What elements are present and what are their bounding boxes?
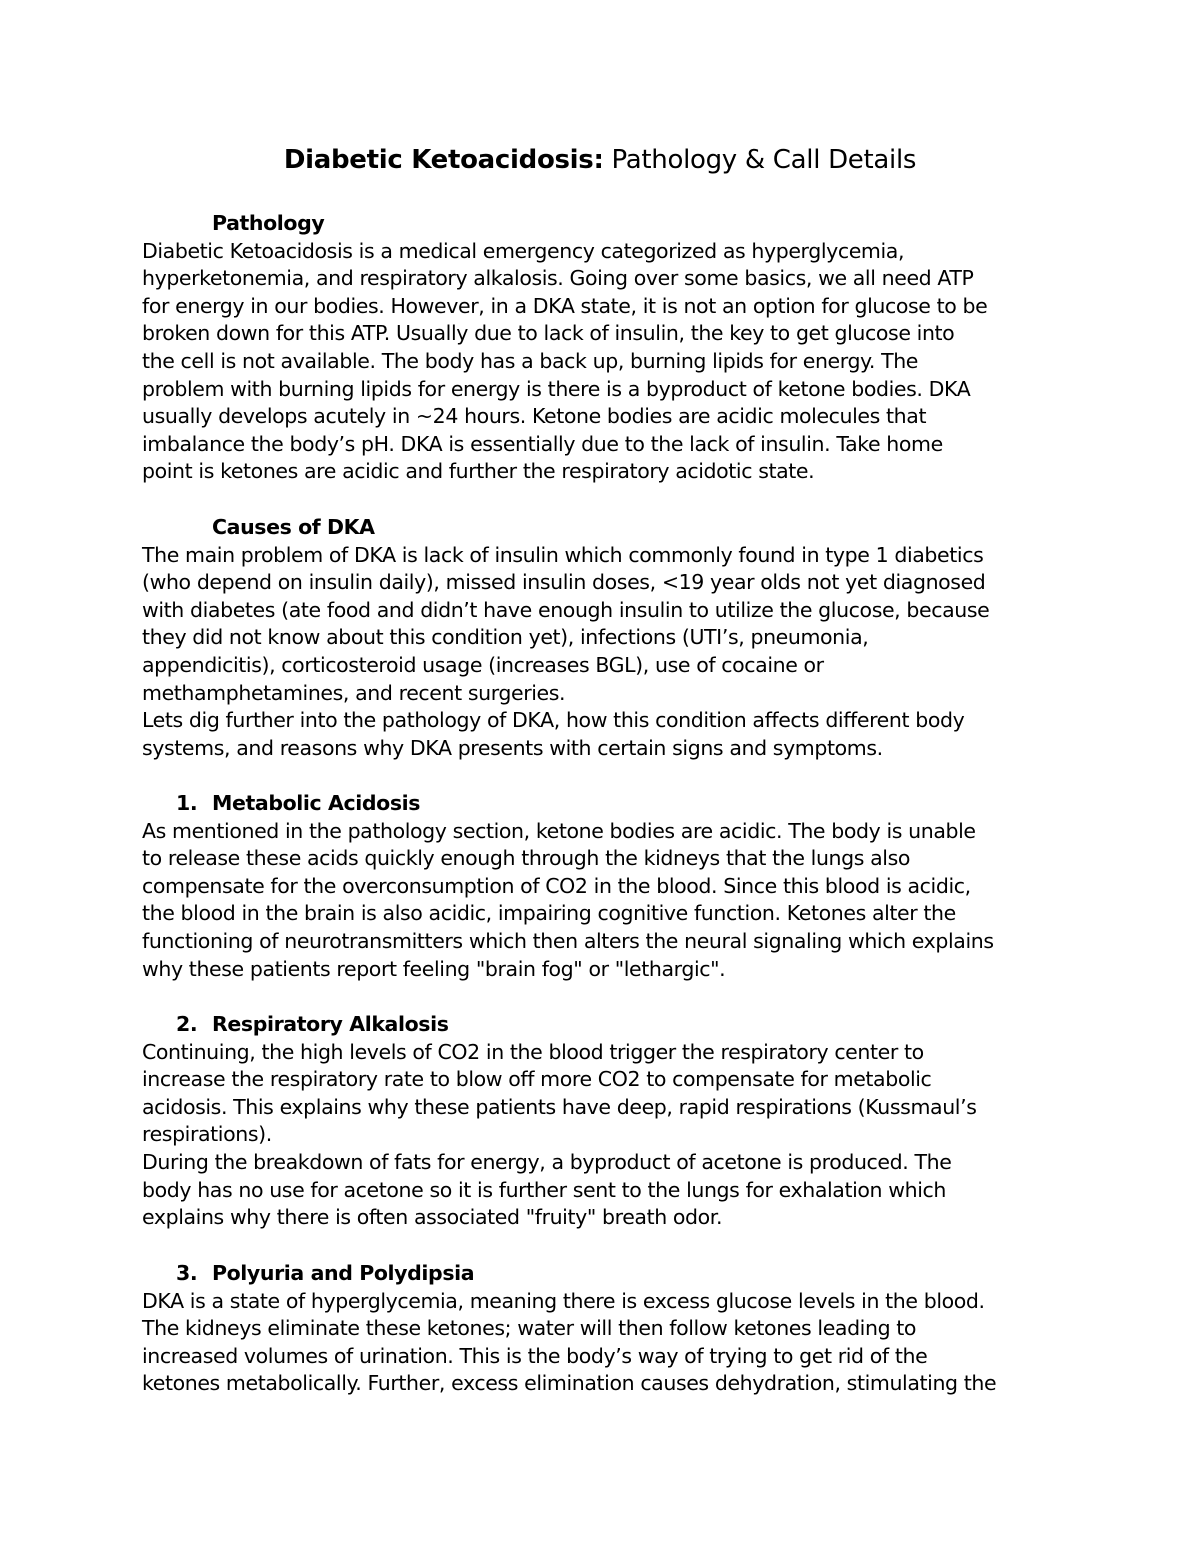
paragraph-line: with diabetes (ate food and didn’t have enough insulin to utilize the glucose, because <box>142 597 990 622</box>
page-title <box>0 140 1200 180</box>
paragraph-line: for energy in our bodies. However, in a DKA state, it is not an option for glucose to be <box>142 293 988 318</box>
paragraph-line: imbalance the body’s pH. DKA is essentially due to the lack of insulin. Take home <box>142 431 943 456</box>
paragraph-line: appendicitis), corticosteroid usage (increases BGL), use of cocaine or <box>142 652 824 677</box>
section-heading-causes: Causes of DKA <box>212 515 375 539</box>
paragraph-line: During the breakdown of fats for energy, a byproduct of acetone is produced. The <box>142 1149 952 1174</box>
title-subtitle: Pathology & Call Details <box>603 145 917 175</box>
heading-text: Polyuria and Polydipsia <box>212 1261 475 1285</box>
section-causes <box>142 514 1082 762</box>
paragraph-line: The main problem of DKA is lack of insulin which commonly found in type 1 diabetics <box>142 542 984 567</box>
paragraph-line: they did not know about this condition yet), infections (UTI’s, pneumonia, <box>142 625 869 650</box>
paragraph-line: acidosis. This explains why these patients have deep, rapid respirations (Kussmaul’s <box>142 1094 977 1119</box>
section-pathology <box>142 210 1082 486</box>
list-number: 1. <box>176 791 198 815</box>
section-polyuria-polydipsia <box>142 1260 1082 1398</box>
paragraph-line: methamphetamines, and recent surgeries. <box>142 680 566 705</box>
paragraph-line: problem with burning lipids for energy is there is a byproduct of ketone bodies. DKA <box>142 376 971 401</box>
paragraph-line: As mentioned in the pathology section, ketone bodies are acidic. The body is unable <box>142 818 976 843</box>
paragraph-line: increase the respiratory rate to blow off more CO2 to compensate for metabolic <box>142 1067 932 1092</box>
heading-text: Metabolic Acidosis <box>212 791 421 815</box>
paragraph-line: explains why there is often associated "fruity" breath odor. <box>142 1205 723 1230</box>
paragraph-line: usually develops acutely in ~24 hours. Ketone bodies are acidic molecules that <box>142 404 927 429</box>
paragraph-line: (who depend on insulin daily), missed insulin doses, <19 year olds not yet diagnosed <box>142 570 986 595</box>
paragraph-line: to release these acids quickly enough through the kidneys that the lungs also <box>142 846 911 871</box>
paragraph-line: DKA is a state of hyperglycemia, meaning there is excess glucose levels in the blood. <box>142 1288 985 1313</box>
numbered-heading <box>142 1011 1082 1039</box>
paragraph-line: respirations). <box>142 1122 272 1147</box>
section-heading-pathology: Pathology <box>212 211 325 235</box>
paragraph-line: increased volumes of urination. This is the body’s way of trying to get rid of the <box>142 1343 928 1368</box>
paragraph-line: hyperketonemia, and respiratory alkalosis. Going over some basics, we all need ATP <box>142 266 974 291</box>
paragraph-line: why these patients report feeling "brain fog" or "lethargic". <box>142 956 726 981</box>
paragraph-line: Diabetic Ketoacidosis is a medical emergency categorized as hyperglycemia, <box>142 238 905 263</box>
numbered-heading <box>142 790 1082 818</box>
title-bold: Diabetic Ketoacidosis: <box>283 145 604 175</box>
paragraph-line: body has no use for acetone so it is further sent to the lungs for exhalation which <box>142 1177 946 1202</box>
paragraph-line: ketones metabolically. Further, excess elimination causes dehydration, stimulating the <box>142 1371 997 1396</box>
paragraph-line: Lets dig further into the pathology of DKA, how this condition affects different body <box>142 708 965 733</box>
paragraph-line: The kidneys eliminate these ketones; water will then follow ketones leading to <box>142 1316 917 1341</box>
numbered-heading <box>142 1260 1082 1288</box>
section-respiratory-alkalosis <box>142 1011 1082 1232</box>
paragraph-line: broken down for this ATP. Usually due to lack of insulin, the key to get glucose into <box>142 321 955 346</box>
paragraph-line: the cell is not available. The body has a back up, burning lipids for energy. The <box>142 348 919 373</box>
list-number: 3. <box>176 1261 198 1285</box>
paragraph-line: functioning of neurotransmitters which then alters the neural signaling which explains <box>142 928 994 953</box>
paragraph-line: compensate for the overconsumption of CO2 in the blood. Since this blood is acidic, <box>142 873 971 898</box>
paragraph-line: the blood in the brain is also acidic, impairing cognitive function. Ketones alter the <box>142 901 956 926</box>
paragraph-line: systems, and reasons why DKA presents with certain signs and symptoms. <box>142 735 883 760</box>
list-number: 2. <box>176 1012 198 1036</box>
paragraph-line: Continuing, the high levels of CO2 in the blood trigger the respiratory center to <box>142 1039 924 1064</box>
paragraph-line: point is ketones are acidic and further the respiratory acidotic state. <box>142 459 815 484</box>
section-metabolic-acidosis <box>142 790 1082 983</box>
heading-text: Respiratory Alkalosis <box>212 1012 449 1036</box>
